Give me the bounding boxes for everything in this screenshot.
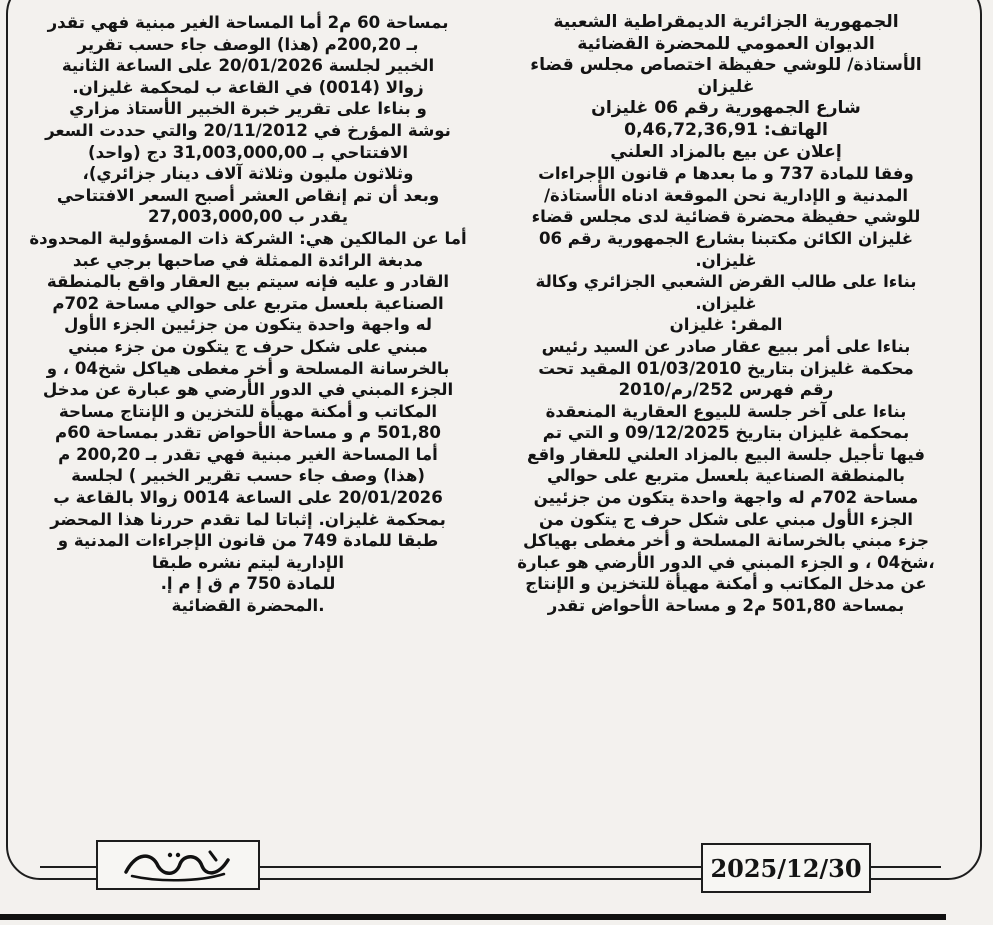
right-column-line: بناءا على طالب القرض الشعبي الجزائري وكالة [535, 272, 917, 292]
left-column-line: وبعد أن تم إنقاص العشر أصبح السعر الافتتاحي [56, 185, 440, 205]
left-column-line: للمادة 750 م ق إ م إ. [160, 574, 336, 594]
notice-right-column [498, 12, 954, 617]
left-column-line: .المحضرة القضائية [171, 596, 325, 616]
left-column-line: بـ 200,20م (هذا) الوصف جاء حسب تقرير [77, 34, 419, 54]
left-column-line: الخبير لجلسة 20/01/2026 على الساعة الثانية [61, 56, 435, 76]
left-column-line: مدبغة الرائدة الممثلة في صاحبها برجي عبد [72, 250, 424, 270]
right-column-line: الجزء الأول مبني على شكل حرف ج يتكون من [539, 509, 913, 529]
left-column-line: وثلاثون مليون وثلاثة آلاف دينار جزائري)، [82, 164, 414, 184]
right-column-line: رقم فهرس 252/رم/2010 [618, 380, 834, 400]
right-column-line: الأستاذة/ للوشي حفيظة اختصاص مجلس قضاء [530, 55, 922, 76]
right-column-line: بمحكمة غليزان بتاريخ 09/12/2025 و التي تم [542, 423, 910, 443]
left-column-line: نوشة المؤرخ في 20/11/2012 والتي حددت السعر [45, 120, 451, 140]
left-column-line: المكاتب و أمكنة مهيأة للتخزين و الإنتاج مساحة [58, 401, 438, 421]
left-column-line: القادر و عليه فإنه سيتم بيع العقار واقع بالمنطقة [46, 272, 450, 292]
right-column-line: محكمة غليزان بتاريخ 01/03/2010 المقيد تحت [538, 358, 914, 378]
page-bottom-rule [0, 914, 946, 920]
left-column-line: (هذا) وصف جاء حسب تقرير الخبير ) لجلسة [71, 466, 425, 486]
left-column-line: الافتتاحي بـ 31,003,000,00 دج (واحد) [87, 142, 409, 162]
right-column-line: جزء مبني بالخرسانة المسلحة و أخر مغطى بهياكل [523, 531, 929, 551]
left-column-line: الصناعية بلعسل متربع على حوالي مساحة 702م [52, 293, 444, 313]
right-column-line: غليزان. [695, 293, 757, 313]
left-column-line: بالخرسانة المسلحة و أخر مغطى هياكل شخ04 ، و [46, 358, 450, 378]
right-column-line: وفقا للمادة 737 و ما بعدها م قانون الإجراءات [538, 164, 914, 184]
left-column-line: 501,80 م و مساحة الأحواض تقدر بمساحة 60م [55, 423, 441, 443]
right-column-line: غليزان. [695, 250, 757, 270]
left-column-line: و بناءا على تقرير خبرة الخبير الأستاذ مزاري [69, 99, 427, 119]
right-column-line: بناءا على أمر ببيع عقار صادر عن السيد رئيس [541, 336, 911, 356]
right-column-line: بناءا على آخر جلسة للبيوع العقارية المنعقدة [545, 401, 907, 421]
left-column-line: يقدر ب 27,003,000,00 [148, 207, 348, 227]
right-column-line: فيها تأجيل جلسة البيع بالمزاد العلني للعقار واقع [526, 444, 925, 464]
footer-rule-middle [260, 866, 701, 868]
right-column-line: عن مدخل المكاتب و أمكنة مهيأة للتخزين و الإنتاج [525, 574, 927, 594]
newspaper-logo [96, 840, 260, 890]
newspaper-logo-mark [118, 846, 238, 884]
right-column-line: بالمنطقة الصناعية بلعسل متربع على حوالي [546, 466, 906, 486]
right-column-line: شارع الجمهورية رقم 06 غليزان [591, 98, 861, 119]
footer-rule-right [871, 866, 941, 868]
left-column-line: زوالا (0014) في القاعة ب لمحكمة غليزان. [72, 77, 424, 97]
left-column-line: بمساحة 60 م2 أما المساحة الغير مبنية فهي تقدر [47, 13, 449, 32]
left-column-line: بمحكمة غليزان. إثباتا لما تقدم حررنا هذا المحضر [50, 509, 446, 529]
issue-date: 2025/12/30 [701, 843, 871, 893]
left-column-line: له واجهة واحدة يتكون من جزئيين الجزء الأول [63, 315, 433, 335]
right-column-line: الهاتف: 0,46,72,36,91 [624, 119, 828, 140]
right-column-line: المقر: غليزان [669, 315, 783, 335]
right-column-line: للوشي حفيظة محضرة قضائية لدى مجلس قضاء [531, 207, 921, 227]
left-column-line: الإدارية ليتم نشره طبقا [151, 552, 345, 572]
footer-rule-left [40, 866, 96, 868]
left-column-line: طبقا للمادة 749 من قانون الإجراءات المدنية و [57, 531, 439, 551]
right-column-line: الديوان العمومي للمحضرة القضائية [577, 33, 875, 54]
left-column-line: أما المساحة الغير مبنية فهي تقدر بـ 200,20 م [58, 444, 438, 464]
notice-left-column [22, 12, 474, 617]
right-column-line: غليزان الكائن مكتبنا بشارع الجمهورية رقم 06 [538, 228, 914, 248]
right-column-line: ،شخ04 ، و الجزء المبني في الدور الأرضي هو عبارة [517, 552, 935, 572]
right-column-line: المدنية و الإدارية نحن الموقعة ادناه الأستاذة/ [543, 185, 909, 205]
right-column-line: مساحة 702م له واجهة واحدة يتكون من جزئيين [533, 488, 919, 508]
right-column-line: غليزان [697, 76, 755, 97]
right-column-line: إعلان عن بيع بالمزاد العلني [610, 141, 842, 162]
left-column-line: مبني على شكل حرف ج يتكون من جزء مبني [68, 336, 428, 356]
left-column-line: أما عن المالكين هي: الشركة ذات المسؤولية المحدودة [29, 228, 467, 248]
right-column-line: الجمهورية الجزائرية الديمقراطية الشعبية [553, 12, 899, 32]
left-column-line: 20/01/2026 على الساعة 0014 زوالا بالقاعة ب [53, 488, 443, 508]
right-column-line: بمساحة 501,80 م2 و مساحة الأحواض تقدر [547, 596, 905, 616]
left-column-line: الجزء المبني في الدور الأرضي هو عبارة عن مدخل [42, 380, 454, 400]
